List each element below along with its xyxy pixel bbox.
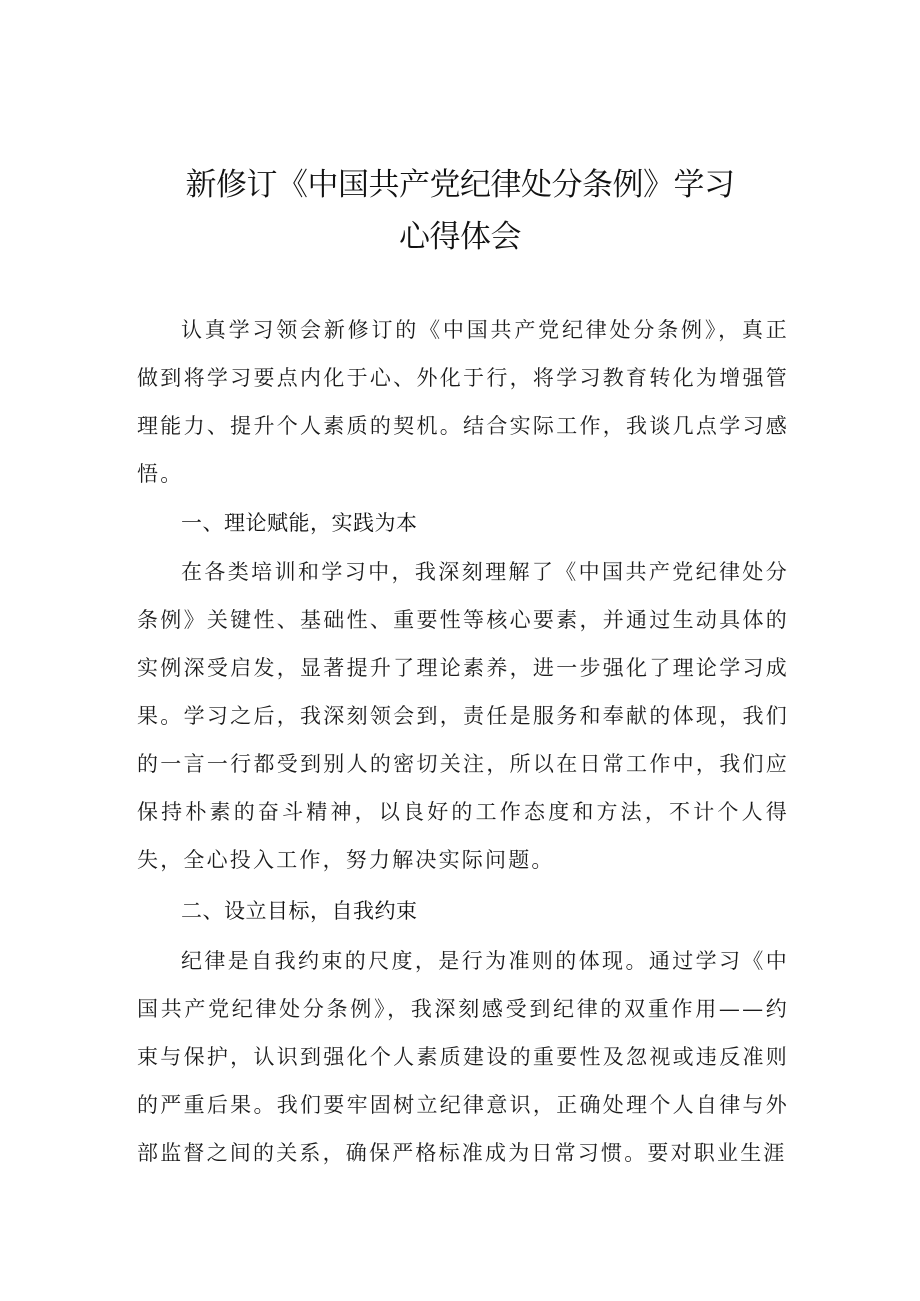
section-heading-2: 二、设立目标，自我约束 [181, 899, 418, 923]
section-paragraph-1: 在各类培训和学习中，我深刻理解了《中国共产党纪律处分条例》关键性、基础性、重要性等核心要素，并通过生动具体的实例深受启发，显著提升了理论素养，进一步强化了理论学习成果。学习之后，我深刻领会到，责任是服务和奉献的体现，我们的一言一行都受到别人的密切关注，所以在日常工作中，我们应保持朴素的奋斗精神，以良好的工作态度和方法，不计个人得失，全心投入工作，努力解决实际问题。 [137, 560, 789, 872]
section-paragraph-2: 纪律是自我约束的尺度，是行为准则的体现。通过学习《中国共产党纪律处分条例》，我深刻感受到纪律的双重作用——约束与保护，认识到强化个人素质建设的重要性及忽视或违反准则的严重后果。我们要牢固树立纪律意识，正确处理个人自律与外部监督之间的关系，确保严格标准成为日常习惯。要对职业生涯 [137, 949, 789, 1165]
document-title-line1: 新修订《中国共产党纪律处分条例》学习 [185, 167, 735, 203]
intro-paragraph: 认真学习领会新修订的《中国共产党纪律处分条例》，真正做到将学习要点内化于心、外化于行，将学习教育转化为增强管理能力、提升个人素质的契机。结合实际工作，我谈几点学习感悟。 [137, 318, 789, 486]
document-title-line2: 心得体会 [399, 219, 521, 255]
section-heading-1: 一、理论赋能，实践为本 [181, 511, 418, 535]
